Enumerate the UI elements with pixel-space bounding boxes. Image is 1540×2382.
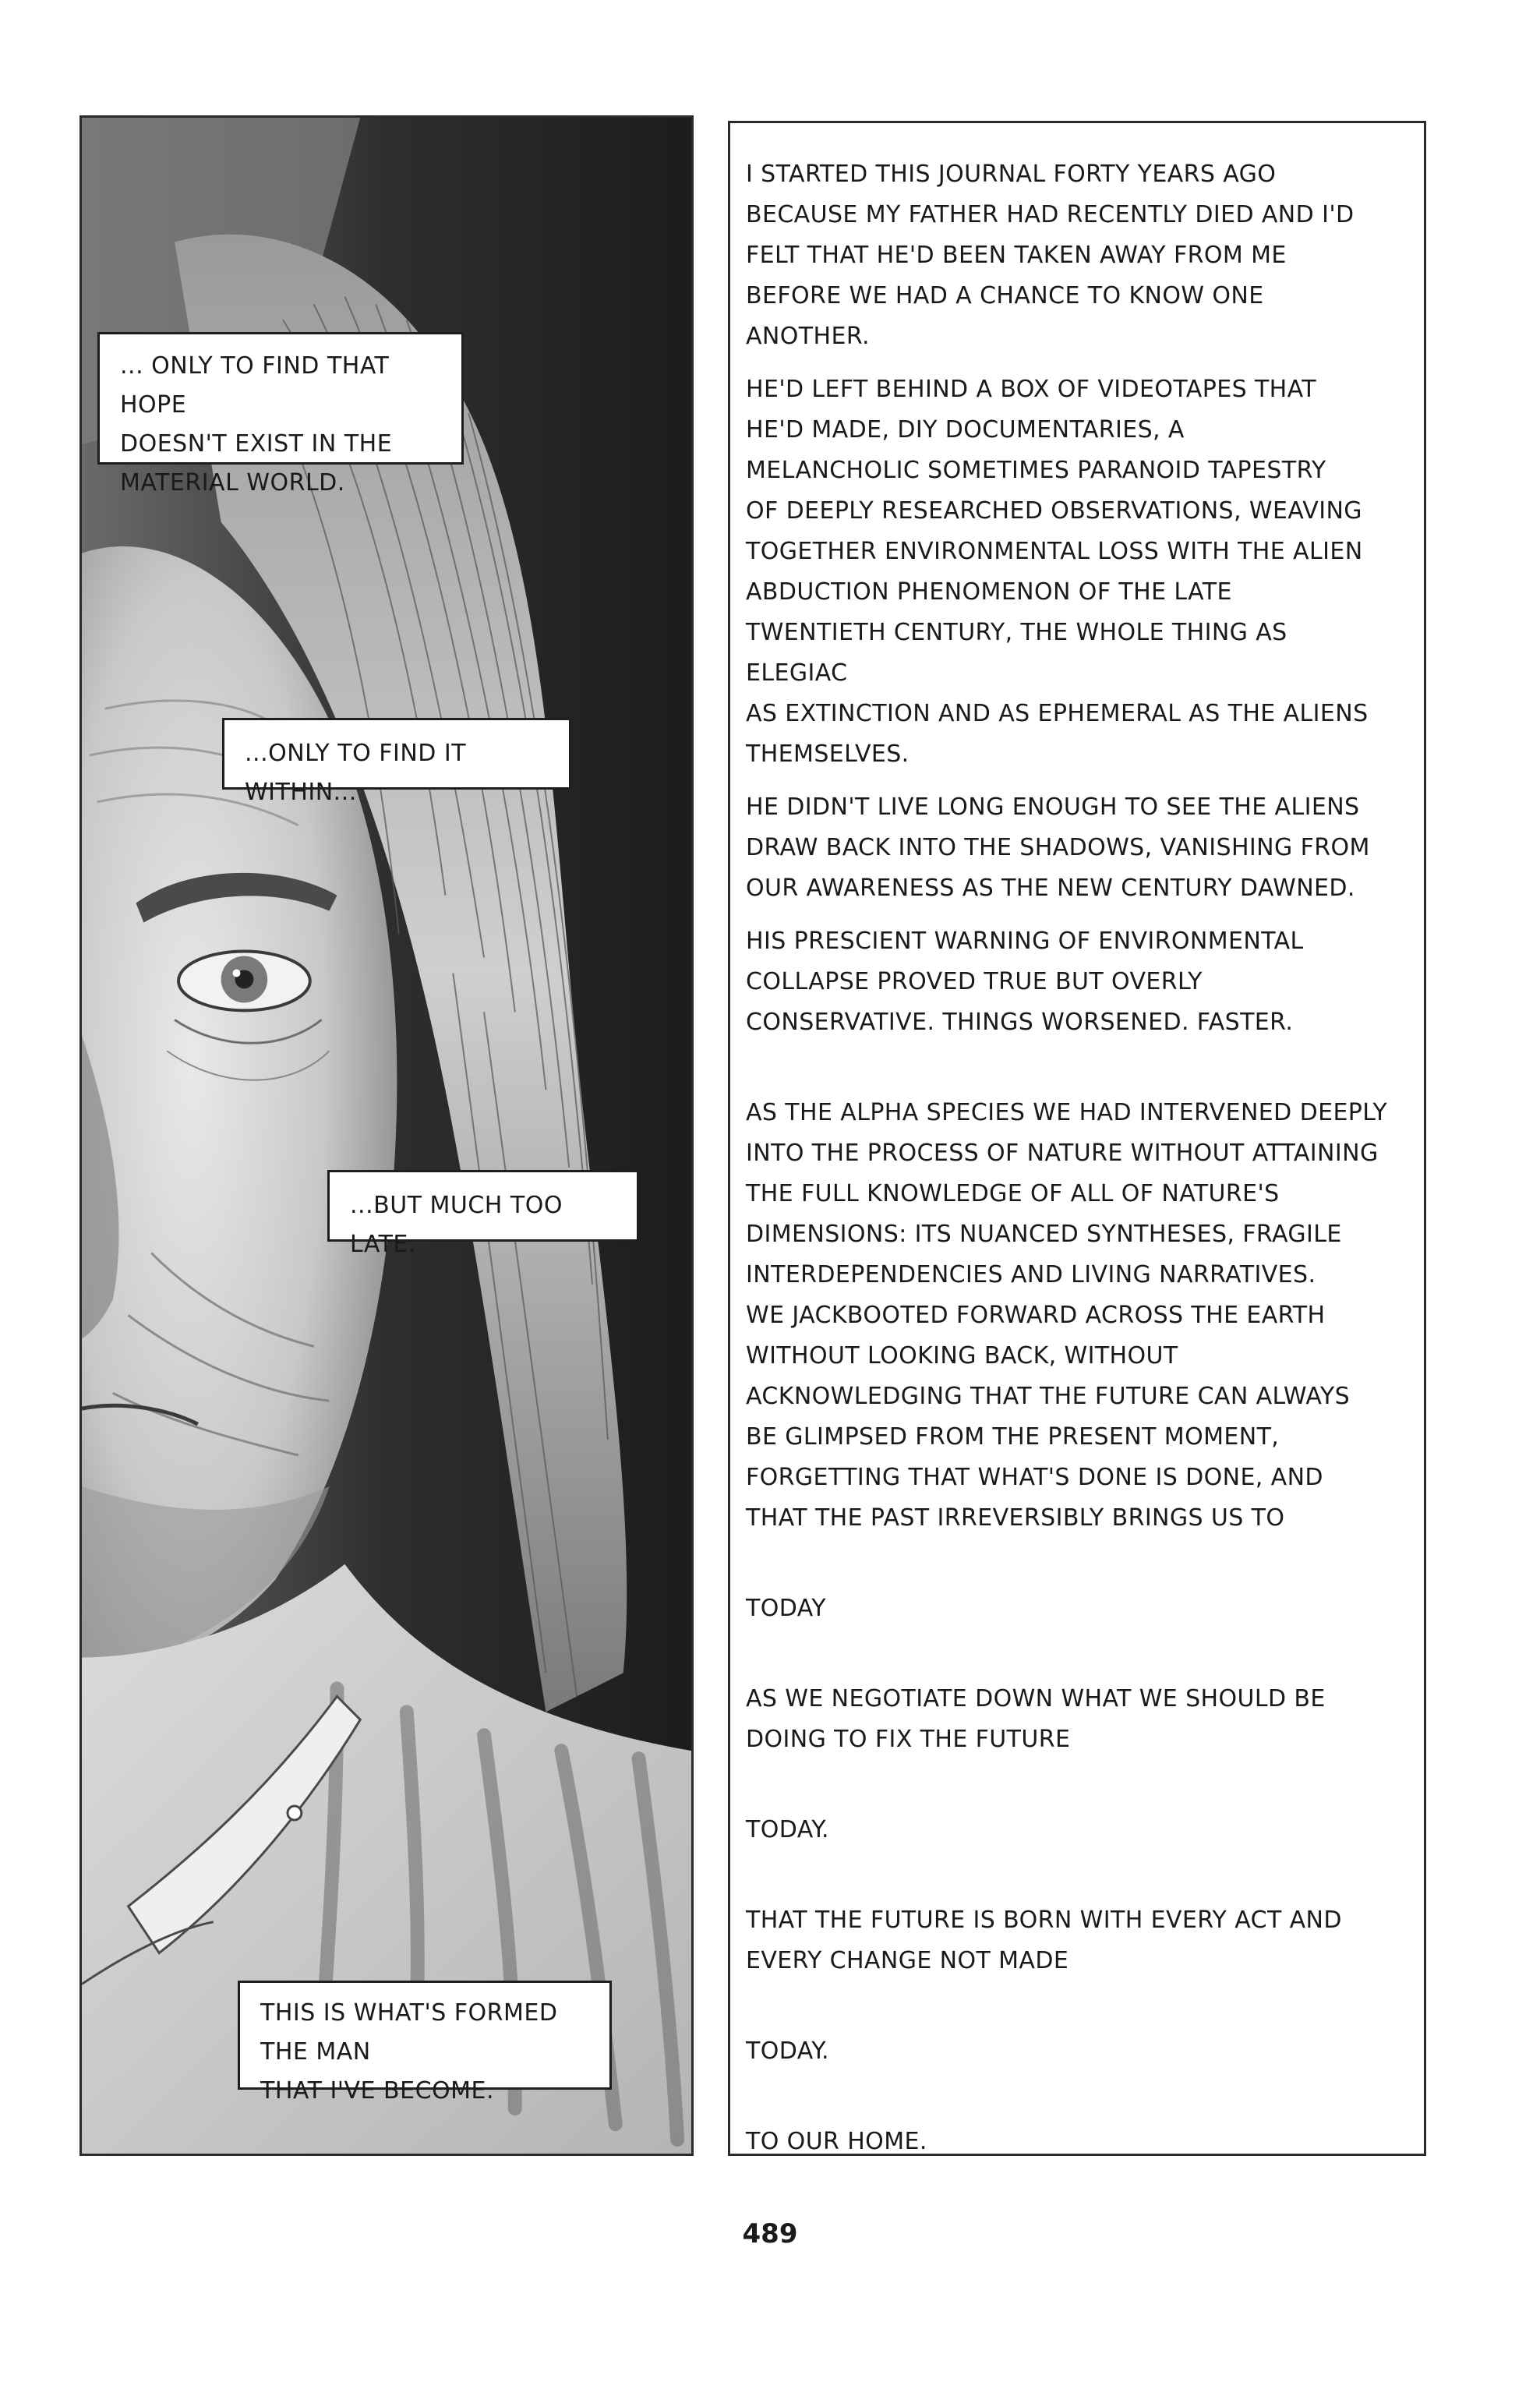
text-line: TODAY. (746, 1816, 829, 1843)
paragraph-journal-start (746, 154, 1390, 357)
caption-line: MATERIAL WORLD. (120, 469, 345, 497)
text-line: WITHOUT LOOKING BACK, WITHOUT (746, 1342, 1178, 1369)
text-line: AS EXTINCTION AND AS EPHEMERAL AS THE ALIENS (746, 700, 1369, 727)
text-line: I STARTED THIS JOURNAL FORTY YEARS AGO (746, 161, 1277, 188)
paragraph-today-1 (746, 1589, 1390, 1629)
page-number: 489 (742, 2218, 798, 2249)
caption-line: ...ONLY TO FIND IT WITHIN... (245, 740, 467, 806)
caption-line: DOESN'T EXIST IN THE (120, 430, 393, 458)
text-line: EVERY CHANGE NOT MADE (746, 1947, 1069, 1974)
text-line: HE DIDN'T LIVE LONG ENOUGH TO SEE THE ALIENS (746, 793, 1360, 821)
caption-line: THAT I'VE BECOME. (260, 2077, 495, 2105)
text-line: FORGETTING THAT WHAT'S DONE IS DONE, AND (746, 1464, 1323, 1491)
text-line: DOING TO FIX THE FUTURE (746, 1726, 1071, 1753)
text-line: OF DEEPLY RESEARCHED OBSERVATIONS, WEAVING (746, 497, 1362, 525)
text-line: TOGETHER ENVIRONMENTAL LOSS WITH THE ALIEN (746, 538, 1363, 565)
text-line: THAT THE PAST IRREVERSIBLY BRINGS US TO (746, 1504, 1285, 1532)
text-line: OUR AWARENESS AS THE NEW CENTURY DAWNED. (746, 875, 1355, 902)
text-line: CONSERVATIVE. THINGS WORSENED. FASTER. (746, 1009, 1294, 1036)
paragraph-future-born (746, 1900, 1390, 1981)
text-line: TODAY. (746, 2037, 829, 2065)
text-line: DIMENSIONS: ITS NUANCED SYNTHESES, FRAGILE (746, 1221, 1342, 1248)
illustration-panel (79, 115, 694, 2156)
paragraph-warning (746, 921, 1390, 1043)
text-line: BE GLIMPSED FROM THE PRESENT MOMENT, (746, 1423, 1280, 1451)
paragraph-alpha-species (746, 1093, 1390, 1539)
text-line: TWENTIETH CENTURY, THE WHOLE THING AS ELEGIAC (746, 619, 1287, 687)
text-line: HIS PRESCIENT WARNING OF ENVIRONMENTAL (746, 928, 1304, 955)
paragraph-today-2 (746, 1810, 1390, 1850)
caption-box-too-late (327, 1170, 639, 1258)
text-line: AS THE ALPHA SPECIES WE HAD INTERVENED DEEPLY (746, 1099, 1388, 1126)
text-line: THEMSELVES. (746, 740, 910, 768)
text-line: BEFORE WE HAD A CHANCE TO KNOW ONE (746, 282, 1264, 309)
text-line: BECAUSE MY FATHER HAD RECENTLY DIED AND I'D (746, 201, 1355, 228)
text-line: ABDUCTION PHENOMENON OF THE LATE (746, 578, 1232, 606)
caption-box-hope (97, 332, 464, 497)
text-line: ACKNOWLEDGING THAT THE FUTURE CAN ALWAYS (746, 1383, 1351, 1410)
text-line: THE FULL KNOWLEDGE OF ALL OF NATURE'S (746, 1180, 1280, 1207)
caption-line: ... ONLY TO FIND THAT HOPE (120, 352, 390, 419)
text-line: MELANCHOLIC SOMETIMES PARANOID TAPESTRY (746, 457, 1326, 484)
text-line: TODAY (746, 1595, 827, 1622)
caption-box-within (222, 718, 571, 806)
text-line: INTERDEPENDENCIES AND LIVING NARRATIVES. (746, 1261, 1316, 1288)
text-line: HE'D MADE, DIY DOCUMENTARIES, A (746, 416, 1185, 444)
caption-line: THIS IS WHAT'S FORMED THE MAN (260, 1999, 558, 2066)
paragraph-videotapes (746, 369, 1390, 775)
caption-box-formed-man (238, 1981, 612, 2105)
paragraph-negotiate (746, 1679, 1390, 1760)
text-line: THAT THE FUTURE IS BORN WITH EVERY ACT AND (746, 1907, 1342, 1934)
text-line: HE'D LEFT BEHIND A BOX OF VIDEOTAPES THAT (746, 376, 1316, 403)
text-line: COLLAPSE PROVED TRUE BUT OVERLY (746, 968, 1203, 995)
text-line: AS WE NEGOTIATE DOWN WHAT WE SHOULD BE (746, 1685, 1326, 1712)
caption-line: ...BUT MUCH TOO LATE. (350, 1192, 563, 1258)
paragraph-aliens-shadows (746, 787, 1390, 909)
text-line: FELT THAT HE'D BEEN TAKEN AWAY FROM ME (746, 242, 1287, 269)
text-line: WE JACKBOOTED FORWARD ACROSS THE EARTH (746, 1302, 1326, 1329)
text-line: DRAW BACK INTO THE SHADOWS, VANISHING FROM (746, 834, 1370, 861)
text-line: ANOTHER. (746, 323, 870, 350)
paragraph-today-3 (746, 2031, 1390, 2072)
paragraph-our-home (746, 2122, 1390, 2162)
text-line: TO OUR HOME. (746, 2128, 927, 2155)
journal-text-panel (728, 121, 1426, 2156)
text-line: INTO THE PROCESS OF NATURE WITHOUT ATTAINING (746, 1140, 1379, 1167)
